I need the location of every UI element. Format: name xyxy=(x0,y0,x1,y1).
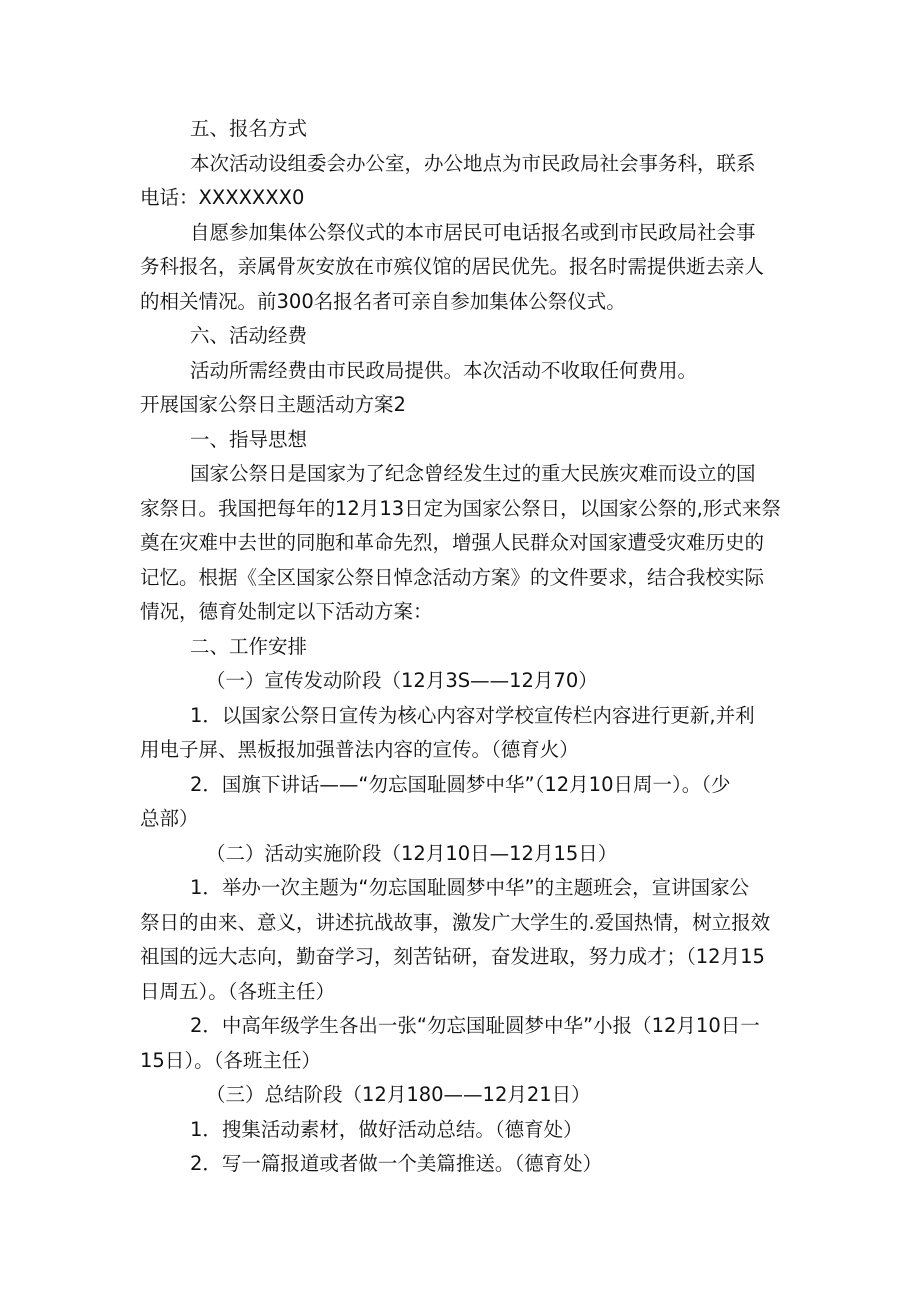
text-line: 2．国旗下讲话——“勿忘国耻圆梦中华”（12月10日周一）。（少 xyxy=(190,772,731,796)
text-line: 2．写一篇报道或者做一个美篇推送。（德育处） xyxy=(190,1152,603,1175)
text-line: 六、活动经费 xyxy=(190,324,308,347)
text-line: 奠在灾难中去世的同胞和革命先烈，增强人民群众对国家遭受灾难历史的 xyxy=(140,531,765,554)
document-body xyxy=(140,112,790,1182)
text-line: 祖国的远大志向，勤奋学习，刻苦钻研，奋发进取，努力成才；（12月15 xyxy=(140,945,765,968)
text-line: （三）总结阶段（12月180——12月21日） xyxy=(206,1083,591,1106)
text-line: 15日）。（各班主任） xyxy=(140,1048,321,1072)
text-line: （二）活动实施阶段（12月10日—12月15日） xyxy=(206,841,618,865)
text-line: 日周五）。（各班主任） xyxy=(140,979,336,1003)
text-line: 祭日的由来、意义，讲述抗战故事，激发广大学生的.爱国热情，树立报效 xyxy=(140,910,771,934)
text-line: 务科报名，亲属骨灰安放在市殡仪馆的居民优先。报名时需提供逝去亲人 xyxy=(140,255,765,278)
text-line: 记忆。根据《全区国家公祭日悼念活动方案》的文件要求，结合我校实际 xyxy=(140,565,765,589)
text-line: 电话：XXXXXXX0 xyxy=(140,186,305,209)
text-line: 1．搜集活动素材，做好活动总结。（德育处） xyxy=(190,1117,583,1141)
text-line: 国家公祭日是国家为了纪念曾经发生过的重大民族灾难而设立的国 xyxy=(190,462,756,485)
text-line: 1．举办一次主题为“勿忘国耻圆梦中华”的主题班会，宣讲国家公 xyxy=(190,876,750,899)
text-line: 情况，德育处制定以下活动方案： xyxy=(140,600,433,623)
text-line: 二、工作安排 xyxy=(190,634,308,658)
text-line: 1．以国家公祭日宣传为核心内容对学校宣传栏内容进行更新,并利 xyxy=(190,703,755,727)
text-line: 总部） xyxy=(140,807,199,830)
text-line: 用电子屏、黑板报加强普法内容的宣传。（德育火） xyxy=(140,738,579,761)
text-line: 2．中高年级学生各出一张“勿忘国耻圆梦中华”小报（12月10日一 xyxy=(190,1014,760,1037)
text-line: 家祭日。我国把每年的12月13日定为国家公祭日，以国家公祭的,形式来祭 xyxy=(140,496,781,520)
text-line: （一）宣传发动阶段（12月3S——12月70） xyxy=(206,669,598,692)
text-line: 本次活动设组委会办公室，办公地点为市民政局社会事务科，联系 xyxy=(190,151,756,175)
text-line: 自愿参加集体公祭仪式的本市居民可电话报名或到市民政局社会事 xyxy=(190,220,756,244)
text-line: 五、报名方式 xyxy=(190,117,308,140)
text-line: 一、指导思想 xyxy=(190,427,308,451)
text-line: 开展国家公祭日主题活动方案2 xyxy=(140,393,406,416)
text-line: 的相关情况。前300名报名者可亲自参加集体公祭仪式。 xyxy=(140,289,626,313)
text-line: 活动所需经费由市民政局提供。本次活动不收取任何费用。 xyxy=(190,358,698,382)
